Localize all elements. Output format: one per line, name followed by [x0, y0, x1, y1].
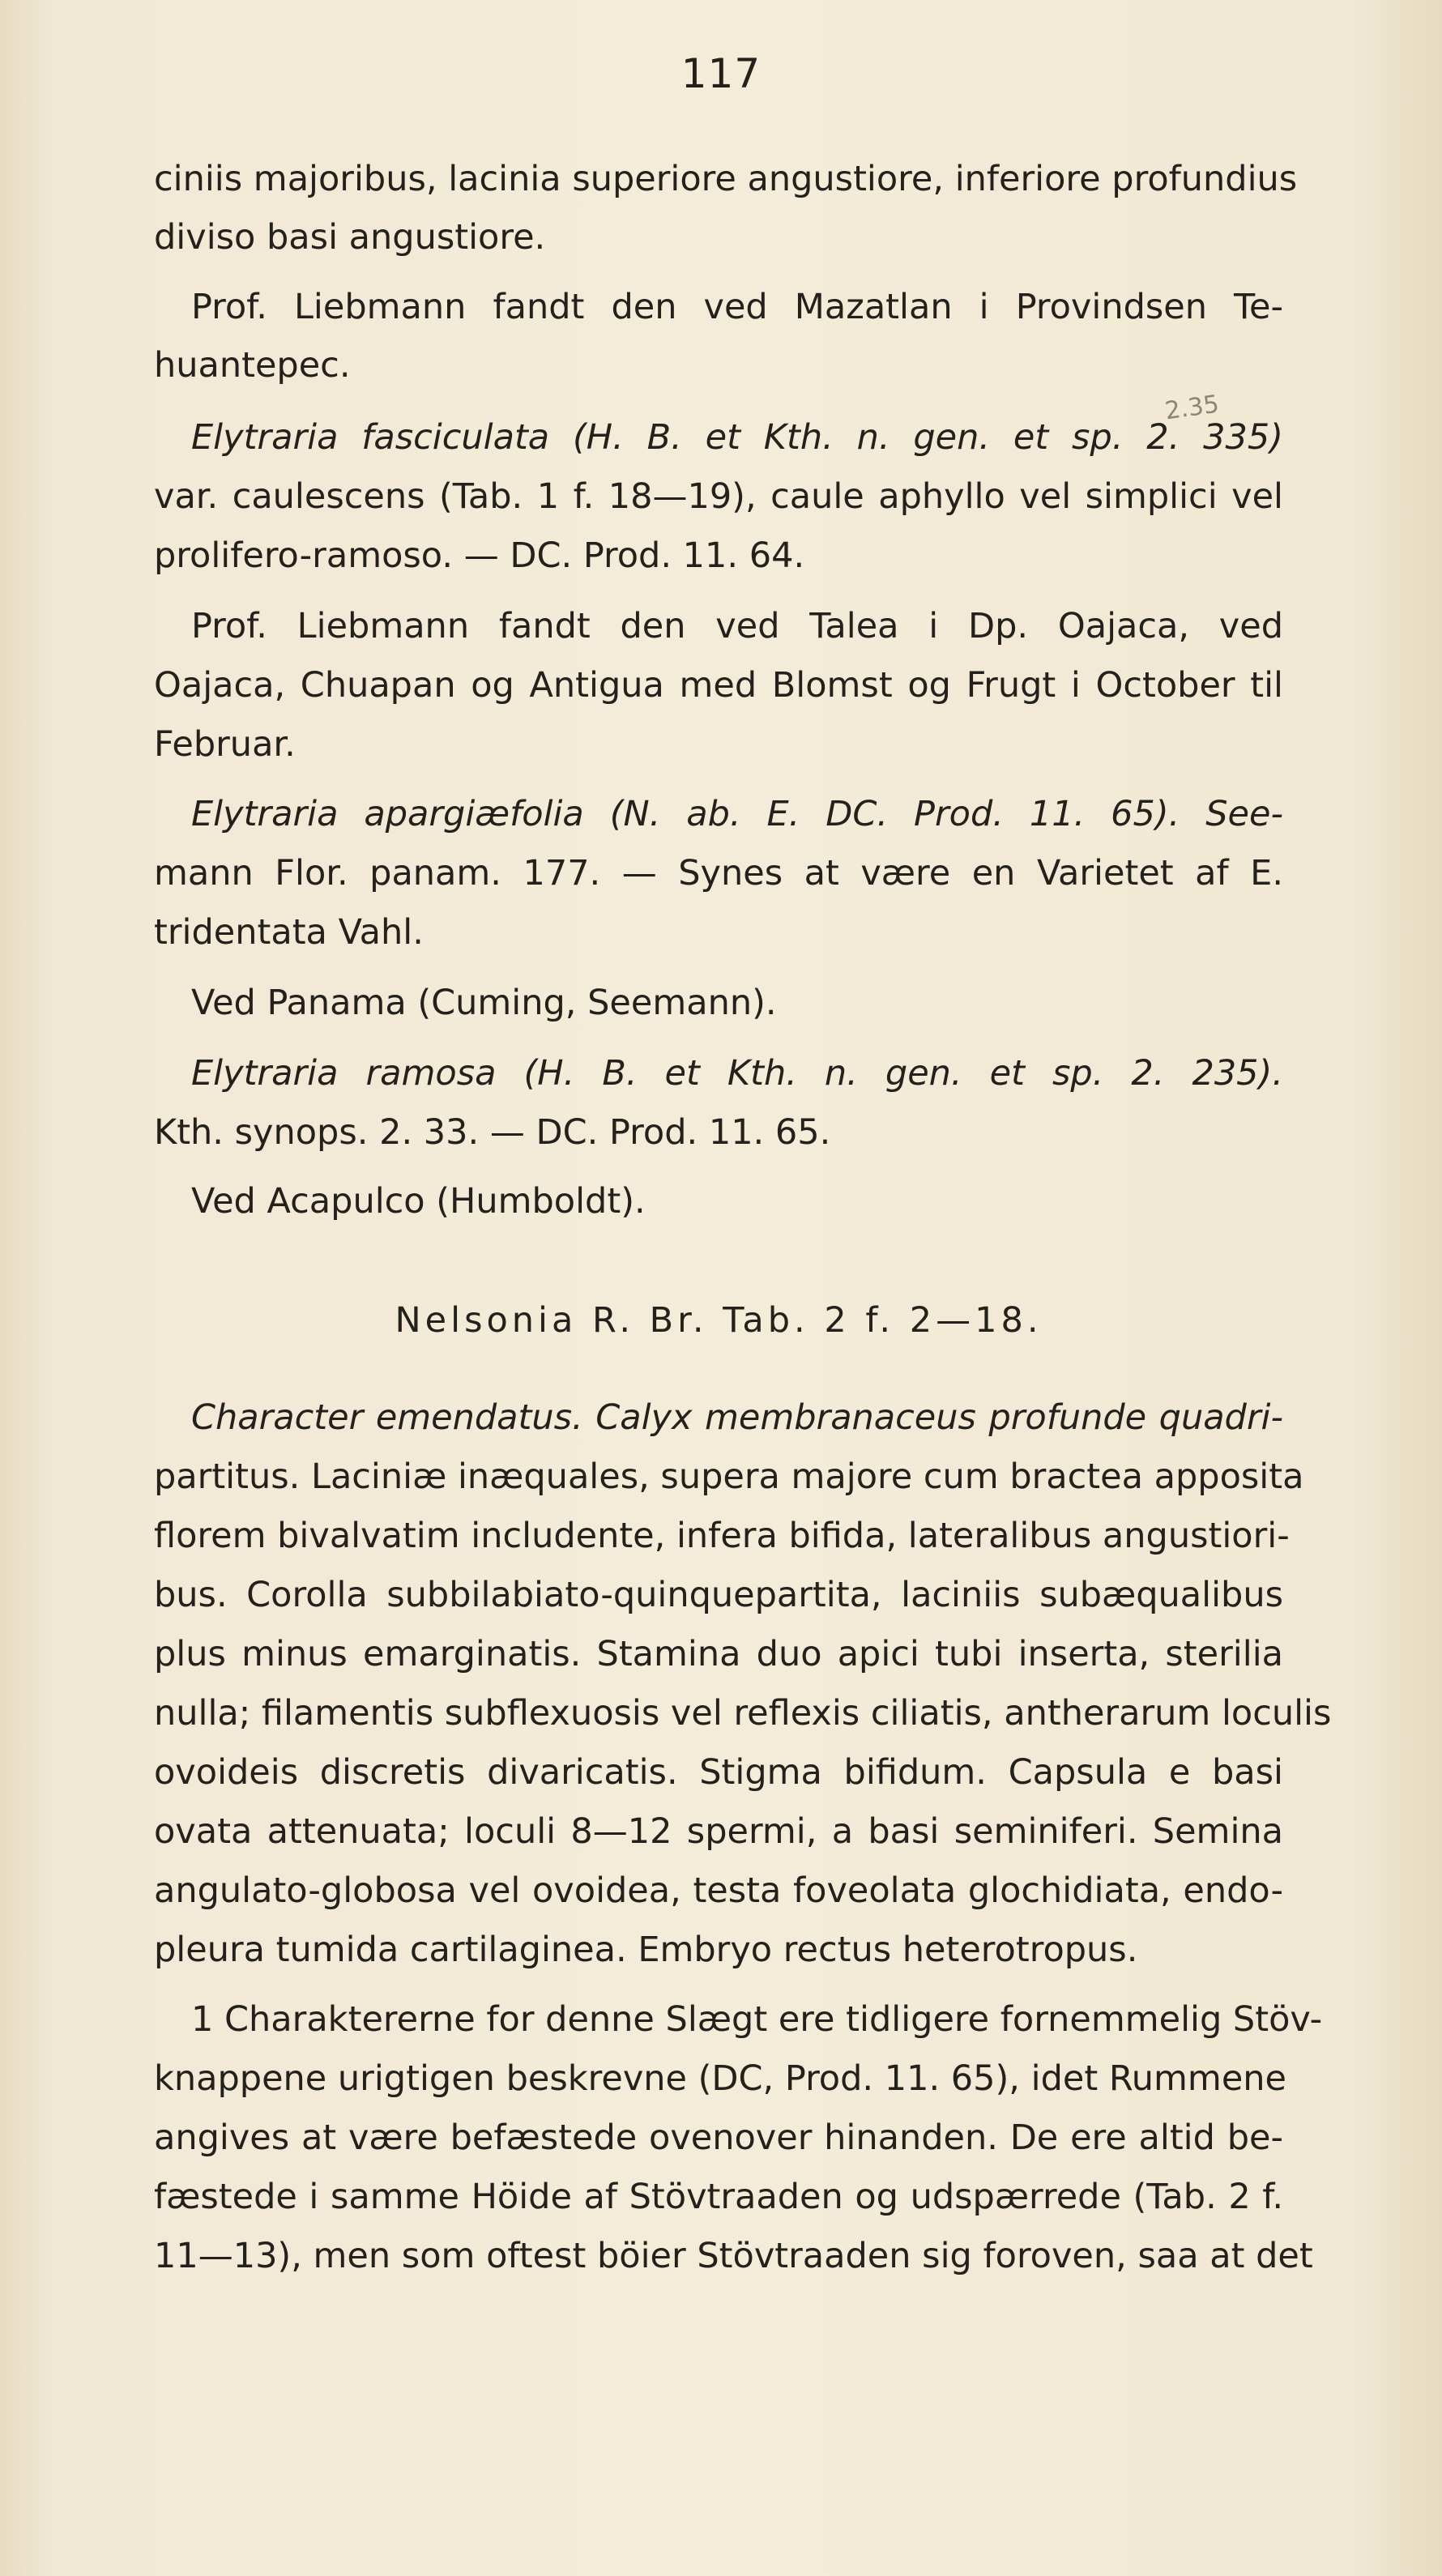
text-line: mann Flor. panam. 177. — Synes at være en Varietet af E. [154, 853, 1283, 893]
species-heading-line [191, 1045, 1283, 1102]
species-heading-line [191, 786, 1283, 842]
species-name: Elytraria fasciculata (H. B. et Kth. n. gen. et sp. 2. 335) [191, 417, 1283, 458]
pencil-annotation: 2.35 [1163, 390, 1221, 426]
text-line: plus minus emarginatis. Stamina duo apici tubi inserta, sterilia [154, 1634, 1283, 1674]
text-line: ciniis majoribus, laciniа superiore angustiore, inferiore profundius [154, 159, 1298, 199]
text-line: Prof. Liebmann fandt den ved Mazatlan i Provindsen Te- [191, 287, 1283, 327]
text-line: Prof. Liebmann fandt den ved Talea i Dp. Oajaca, ved [191, 606, 1283, 646]
text-line: huantepec. [154, 345, 351, 386]
footnote-line: 1 Charaktererne for denne Slægt ere tidligere fornemmelig Stöv- [191, 1999, 1323, 2040]
page-number: 117 [680, 50, 762, 97]
character-heading: Character emendatus. Calyx membranaceus profunde quadri- [191, 1397, 1283, 1438]
text-line: prolifero-ramoso. — DC. Prod. 11. 64. [154, 535, 805, 576]
text-line: Ved Acapulco (Humboldt). [191, 1181, 646, 1222]
text-line: fæstede i samme Höide af Stövtraaden og udspærrede (Tab. 2 f. [154, 2177, 1283, 2217]
species-name: Elytraria apargiæfolia (N. ab. E. DC. Prod. 11. 65). See- [191, 794, 1283, 834]
text-line: Oajaca, Chuapan og Antigua med Blomst og Frugt i October til [154, 665, 1283, 706]
species-name: Elytraria ramosa (H. B. et Kth. n. gen. et sp. 2. 235). [191, 1053, 1283, 1094]
genus-heading [154, 1292, 1283, 1349]
text-line: nulla; filamentis subflexuosis vel reflexis ciliatis, antherarum loculis [154, 1693, 1332, 1734]
text-line: angulato-globosa vel ovoidea, testa foveolata glochidiata, endo- [154, 1870, 1283, 1911]
text-line: Ved Panama (Cuming, Seemann). [191, 983, 777, 1023]
genus-name: Nelsonia R. Br. Tab. 2 f. 2—18. [395, 1300, 1043, 1341]
text-line: Februar. [154, 724, 296, 765]
text-line: ovoideis discretis divaricatis. Stigma bifidum. Capsula e basi [154, 1752, 1283, 1793]
text-line: diviso basi angustiore. [154, 217, 546, 258]
species-heading-line [191, 409, 1283, 466]
text-line: 11—13), men som oftest böier Stövtraaden sig foroven, saa at det [154, 2236, 1313, 2276]
text-line: knappene urigtigen beskrevne (DC, Prod. 11. 65), idet Rummene [154, 2058, 1286, 2099]
text-line: bus. Corolla subbilabiato-quinquepartita, laciniis subæqualibus [154, 1575, 1283, 1615]
text-line: florem bivalvatim includente, infera bifida, lateralibus angustiori- [154, 1516, 1290, 1556]
text-line: partitus. Laciniæ inæquales, supera majore cum bractea apposita [154, 1456, 1304, 1497]
text-line: pleura tumida cartilaginea. Embryo rectus heterotropus. [154, 1930, 1138, 1970]
text-line: Kth. synops. 2. 33. — DC. Prod. 11. 65. [154, 1112, 831, 1153]
text-line: tridentata Vahl. [154, 912, 424, 953]
diagnosis-line [191, 1389, 1283, 1446]
text-line: var. caulescens (Tab. 1 f. 18—19), caule aphyllo vel simplici vel [154, 476, 1283, 517]
text-line: ovata attenuata; loculi 8—12 spermi, a basi seminiferi. Semina [154, 1811, 1283, 1852]
text-line: angives at være befæstede ovenover hinanden. De ere altid be- [154, 2118, 1283, 2158]
